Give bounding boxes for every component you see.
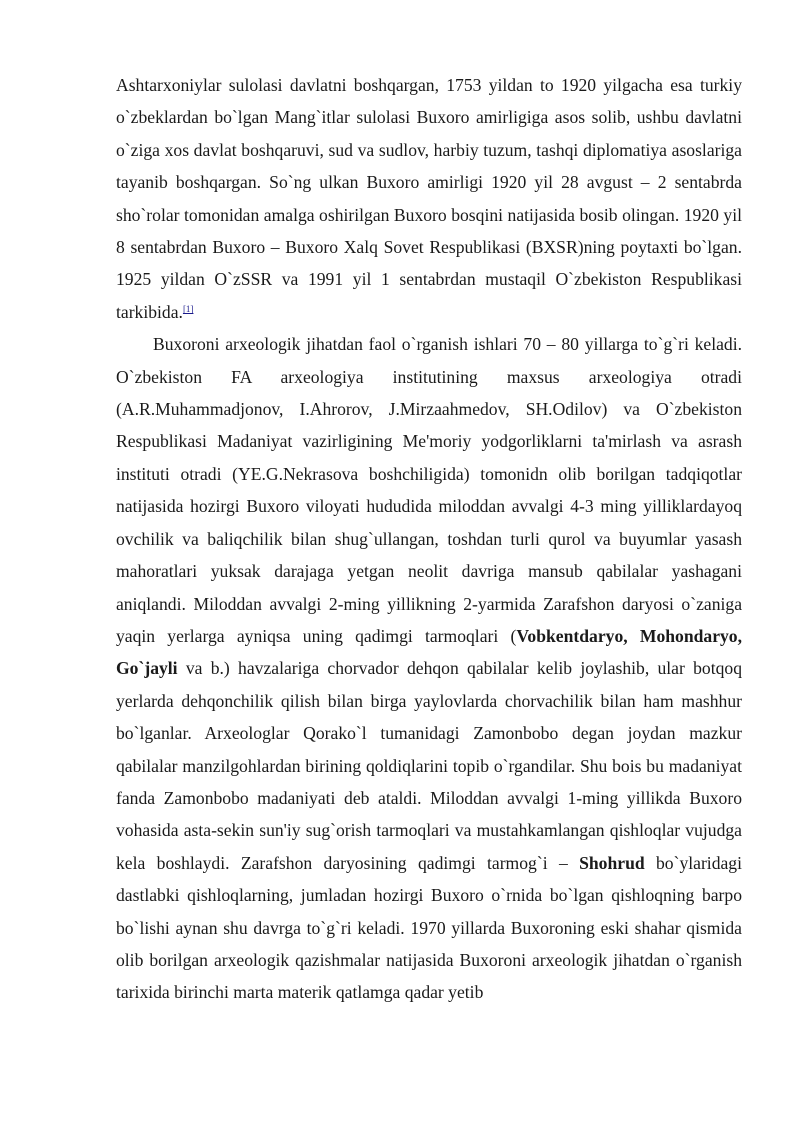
paragraph-1-text: Ashtarxoniylar sulolasi davlatni boshqargan, 1753 yildan to 1920 yilgacha esa turkiy o`zbeklardan bo`lgan Mang`itlar sulolasi Buxoro amirligiga asos solib, ushbu davlatni o`ziga xos davlat boshqaruvi, sud va sudlov, harbiy tuzum, tashqi diplomatiya asoslariga tayanib boshqargan. So`ng ulkan Buxoro amirligi 1920 yil 28 avgust – 2 sentabrda sho`rolar tomonidan amalga oshirilgan Buxoro bosqini natijasida bosib olingan. 1920 yil 8 sentabrdan Buxoro – Buxoro Xalq Sovet Respublikasi (BXSR)ning poytaxti bo`lgan. 1925 yildan O`zSSR va 1991 yil 1 sentabrdan mustaqil O`zbekiston Respublikasi tarkibida. xyxy=(116,75,742,322)
document-page xyxy=(116,69,742,1009)
footnote-link[interactable]: [1] xyxy=(182,303,194,314)
river-names-bold: Vobkentdaryo, Mohondaryo, Go`jayli xyxy=(116,625,743,679)
paragraph-2-text-c: bo`ylaridagi dastlabki qishloqlarning, jumladan hozirgi Buxoro o`rnida bo`lgan qishloqning barpo bo`lishi aynan shu davrga to`g`ri keladi. 1970 yillarda Buxoroning eski shahar qismida olib borilgan arxeologik qazishmalar natijasida Buxoroni arxeologik jihatdan o`rganish tarixida birinchi marta materik qatlamga qadar yetib xyxy=(116,852,742,1003)
paragraph-2-text-a: Buxoroni arxeologik jihatdan faol o`rganish ishlari 70 – 80 yillarga to`g`ri keladi. O`zbekiston FA arxeologiya institutining maxsus arxeologiya otradi (A.R.Muhammadjonov, I.Ahrorov, J.Mirzaahmedov, SH.Odilov) va O`zbekiston Respublikasi Madaniyat vazirligining Me'moriy yodgorliklarni ta'mirlash va asrash instituti otradi (YE.G.Nekrasova boshchiligida) tomonidn olib borilgan tadqiqotlar natijasida hozirgi Buxoro viloyati hududida miloddan avvalgi 4-3 ming yilliklardayoq ovchilik va baliqchilik bilan shug`ullangan, toshdan turli qurol va buyumlar yasash mahoratlari yuksak darajaga yetgan neolit davriga mansub qabilalar yashagani aniqlandi. Miloddan avvalgi 2-ming yillikning 2-yarmida Zarafshon daryosi o`zaniga yaqin yerlarga ayniqsa uning qadimgi tarmoqlari ( xyxy=(116,334,742,646)
paragraph-1 xyxy=(116,69,742,328)
shohrud-bold: Shohrud xyxy=(579,852,645,873)
paragraph-2 xyxy=(116,328,742,1009)
paragraph-2-text-b: va b.) havzalariga chorvador dehqon qabilalar kelib joylashib, ular botqoq yerlarda dehqonchilik qilish bilan birga yaylovlarda chorvachilik bilan ham mashhur bo`lganlar. Arxeologlar Qorako`l tumanidagi Zamonbobo degan joydan mazkur qabilalar manzilgohlardan birining qoldiqlarini topib o`rgandilar. Shu bois bu madaniyat fanda Zamonbobo madaniyati deb ataldi. Miloddan avvalgi 1-ming yillikda Buxoro vohasida asta-sekin sun'iy sug`orish tarmoqlari va mustahkamlangan qishloqlar vujudga kela boshlaydi. Zarafshon daryosining qadimgi tarmog`i – xyxy=(116,658,742,873)
